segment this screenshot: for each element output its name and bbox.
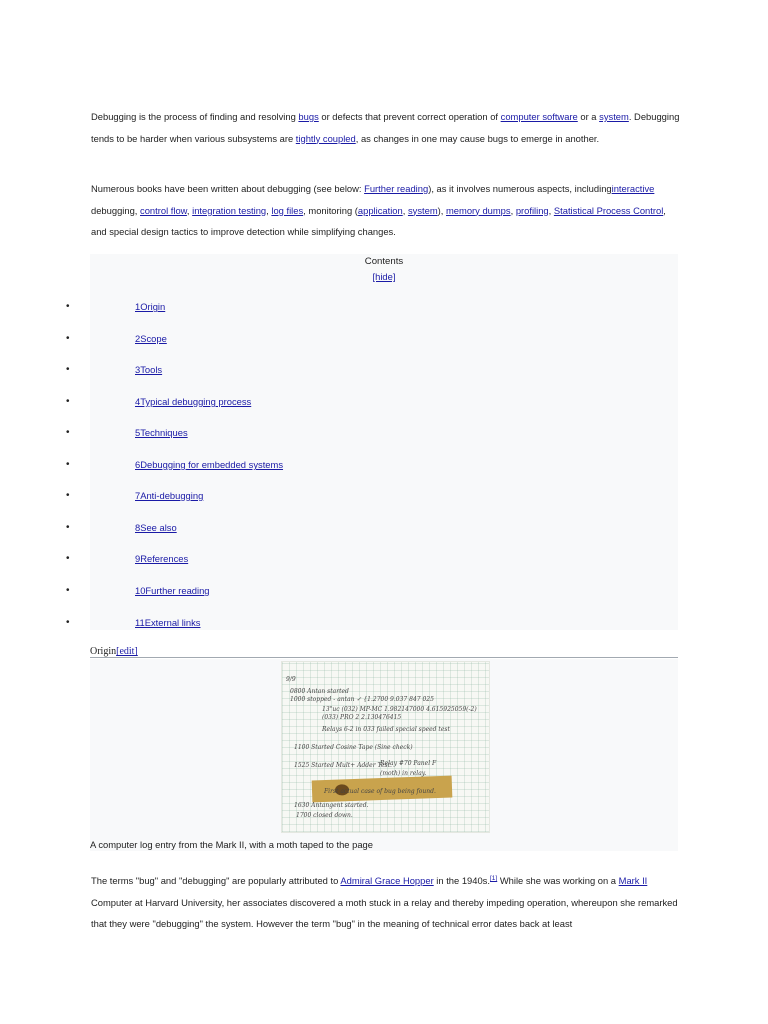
toc-link[interactable]: 7Anti-debugging xyxy=(135,490,204,501)
handwritten-line: Relay #70 Panel F xyxy=(380,760,437,767)
hide-toggle[interactable] xyxy=(90,270,678,283)
inline-link[interactable]: computer software xyxy=(500,111,578,122)
toc-link[interactable]: 5Techniques xyxy=(135,427,188,438)
toc-item xyxy=(66,363,590,377)
inline-link[interactable]: interactive xyxy=(611,183,655,194)
text-run: Debugging is the process of finding and resolving xyxy=(91,111,299,122)
inline-link[interactable]: memory dumps xyxy=(445,204,511,216)
text-run: ), xyxy=(437,204,446,216)
handwritten-line: First actual case of bug being found. xyxy=(324,788,436,795)
text-run: debugging, xyxy=(91,204,141,216)
toc-link[interactable]: 6Debugging for embedded systems xyxy=(135,459,284,470)
text-run: , xyxy=(186,204,193,216)
text-run: or a xyxy=(577,111,600,122)
bullet-icon: • xyxy=(66,427,70,438)
toc-item xyxy=(66,332,590,346)
toc-link[interactable]: 8See also xyxy=(135,522,177,533)
handwritten-line: Relays 6-2 in 033 failed special speed test xyxy=(322,726,450,733)
toc-item xyxy=(66,458,590,472)
text-run: , and special design tactics to improve detection while simplifying changes. xyxy=(91,204,666,237)
text-run: in the 1940s. xyxy=(433,875,490,886)
heading-text: Origin xyxy=(90,646,117,657)
table-of-contents xyxy=(66,254,678,630)
handwritten-line: 1630 Antangent started. xyxy=(294,802,369,809)
toc-link[interactable]: 3Tools xyxy=(135,364,163,375)
toc-item xyxy=(66,521,590,535)
bullet-icon: • xyxy=(66,459,70,470)
intro-paragraph-2 xyxy=(91,178,681,243)
bullet-icon: • xyxy=(66,585,70,596)
edit-link[interactable]: [edit] xyxy=(116,646,138,657)
inline-link[interactable]: integration testing xyxy=(192,204,267,216)
figure-frame xyxy=(90,659,678,851)
inline-link[interactable]: system xyxy=(599,111,629,122)
inline-link[interactable]: system xyxy=(407,204,438,216)
citation-link[interactable]: [1] xyxy=(489,874,498,882)
bullet-icon: • xyxy=(66,333,70,344)
handwritten-line: 13"uc (032) MP-MC 1.982147000 4.615925059(-2) xyxy=(322,706,477,713)
toc-item xyxy=(66,584,590,598)
toc-link[interactable]: 1Origin xyxy=(135,301,166,312)
bullet-icon: • xyxy=(66,553,70,564)
inline-link[interactable]: log files xyxy=(271,204,304,216)
inline-link[interactable]: bugs xyxy=(298,111,319,122)
inline-link[interactable]: profiling xyxy=(515,204,549,216)
handwritten-line: 1525 Started Mult+ Adder Test. xyxy=(294,762,392,769)
inline-link[interactable]: control flow xyxy=(140,204,187,216)
toc-item xyxy=(66,616,590,630)
origin-paragraph xyxy=(91,870,681,935)
handwritten-line: (033) PRO 2 2.130476415 xyxy=(322,714,402,721)
text-run: or defects that prevent correct operation of xyxy=(318,111,501,122)
toc-item xyxy=(66,395,590,409)
handwritten-line: 0800 Antan started xyxy=(290,688,349,695)
inline-link[interactable]: Mark II xyxy=(618,875,648,886)
bullet-icon: • xyxy=(66,301,70,312)
inline-link[interactable]: application xyxy=(357,204,403,216)
bullet-icon: • xyxy=(66,522,70,533)
inline-link[interactable]: Statistical Process Control xyxy=(553,204,664,216)
toc-link[interactable]: 9References xyxy=(135,553,189,564)
heading-divider xyxy=(90,657,678,658)
text-run: Numerous books have been written about debugging (see below: xyxy=(91,183,365,194)
bullet-icon: • xyxy=(66,490,70,501)
bullet-icon: • xyxy=(66,364,70,375)
log-entry-image[interactable] xyxy=(281,661,490,833)
bullet-icon: • xyxy=(66,396,70,407)
handwritten-line: (moth) in relay. xyxy=(380,770,427,777)
toc-item xyxy=(66,489,590,503)
inline-link[interactable]: tightly coupled xyxy=(295,132,356,144)
handwritten-line: 1000 stopped - antan ✓ {1.2700 9.037 847 025 xyxy=(290,696,434,703)
text-run: . Debugging tends to be harder when various subsystems are xyxy=(91,111,680,144)
handwritten-line: 1100 Started Cosine Tape (Sine check) xyxy=(294,744,413,751)
text-run: Computer at Harvard University, her associates discovered a moth stuck in a relay and thereby impeding operation, whereupon she remarked that they were "debugging" the system. However the term "bug" in the meaning of technical error dates back at least xyxy=(91,896,678,929)
handwritten-line: 9/9 xyxy=(286,676,296,683)
bullet-icon: • xyxy=(66,617,70,628)
toc-link[interactable]: 10Further reading xyxy=(135,585,210,596)
intro-paragraph-1 xyxy=(91,106,681,149)
contents-title: Contents xyxy=(364,256,404,267)
inline-link[interactable]: Admiral Grace Hopper xyxy=(340,875,434,886)
inline-link[interactable]: Further reading xyxy=(364,183,429,194)
handwritten-line: 1700 closed down. xyxy=(296,812,353,819)
toc-link[interactable]: 4Typical debugging process xyxy=(135,396,252,407)
text-run: The terms "bug" and "debugging" are popularly attributed to xyxy=(91,875,341,886)
toc-link[interactable]: 2Scope xyxy=(135,333,167,344)
toc-item xyxy=(66,426,590,440)
toc-link[interactable]: 11External links xyxy=(135,617,201,628)
text-run: , xyxy=(266,204,272,216)
text-run: ), as it involves numerous aspects, including xyxy=(428,183,612,194)
toc-item xyxy=(66,552,590,566)
text-run: , xyxy=(548,204,554,216)
figure-caption: A computer log entry from the Mark II, with a moth taped to the page xyxy=(90,839,373,850)
text-run: , xyxy=(510,204,516,216)
text-run: , xyxy=(402,204,408,216)
hide-link[interactable]: [hide] xyxy=(372,271,396,282)
text-run: , as changes in one may cause bugs to emerge in another. xyxy=(355,132,600,144)
text-run: , monitoring ( xyxy=(303,204,358,216)
text-run: While she was working on a xyxy=(497,875,619,886)
toc-item xyxy=(66,300,590,314)
